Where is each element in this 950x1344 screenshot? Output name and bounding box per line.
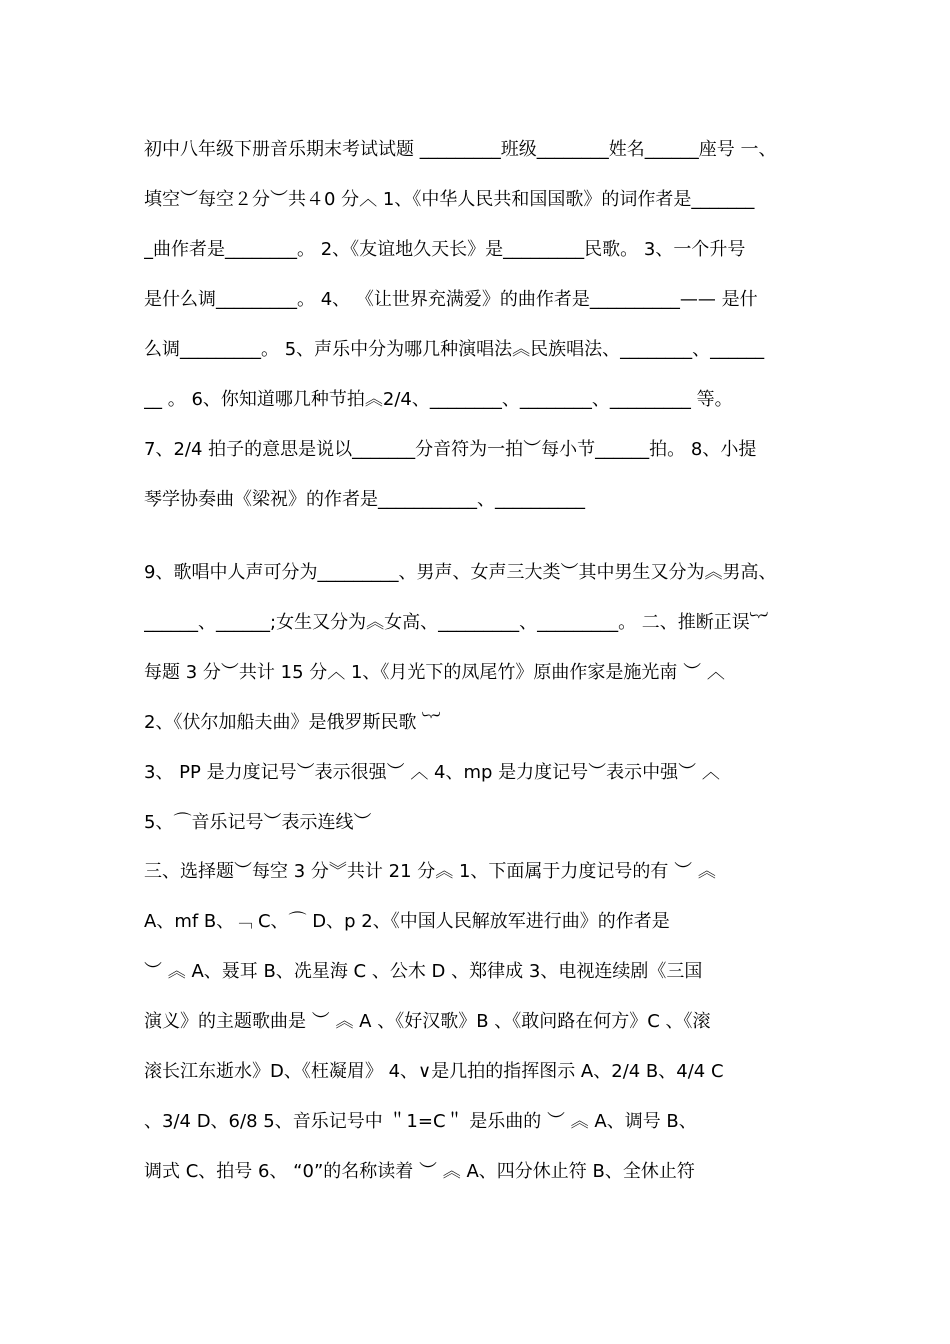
- text-line: A、mf B、﹁ C、⌒ D、p 2、《中国人民解放军进行曲》的作者是: [144, 911, 670, 932]
- text-line: 每题 3 分︶共计 15 分︿ 1、《月光下的凤尾竹》原曲作家是施光南 ︶ ︿: [144, 662, 725, 683]
- text-line: 调式 C、拍号 6、 “0”的名称读着 ︶ ︽ A、四分休止符 B、全休止符: [144, 1161, 695, 1182]
- text-line: 3、 PP 是力度记号︶表示很强︶ ︿ 4、mp 是力度记号︶表示中强︶ ︿: [144, 762, 720, 783]
- text-line: _曲作者是________。 2、《友谊地久天长》是_________民歌。 3、一个升号: [144, 239, 746, 260]
- text-line: 是什么调_________。 4、 《让世界充满爱》的曲作者是__________—— 是什: [144, 289, 758, 310]
- text-line: 么调_________。 5、声乐中分为哪几种演唱法︽民族唱法、________、______: [144, 339, 765, 360]
- text-line: 演义》的主题歌曲是 ︶ ︽ A 、《好汉歌》B 、《敢问路在何方》C 、《滚: [144, 1011, 711, 1032]
- text-line: ______、______;女生又分为︽女高、_________、_________。 二、推断正误︸: [144, 612, 768, 633]
- text-line: 2、《伏尔加船夫曲》是俄罗斯民歌 ︸: [144, 712, 441, 733]
- text-line: 、3/4 D、6/8 5、音乐记号中 ＂1=C＂ 是乐曲的 ︶ ︽ A、调号 B、: [144, 1111, 697, 1132]
- text-line: 填空︶每空２分︶共４0 分︿ 1、《中华人民共和国国歌》的词作者是_______: [144, 189, 755, 210]
- text-line: __ 。 6、你知道哪几种节拍︽2/4、________、________、_________ 等。: [144, 389, 733, 410]
- text-line: 琴学协奏曲《梁祝》的作者是___________、__________: [144, 489, 585, 510]
- text-line: 三、选择题︶每空 3 分︾共计 21 分︽ 1、下面属于力度记号的有 ︶ ︽: [144, 861, 716, 882]
- text-line: 9、歌唱中人声可分为_________、男声、女声三大类︶其中男生又分为︽男高、: [144, 562, 777, 583]
- text-line: 5、⌒音乐记号︶表示连线︶: [144, 812, 372, 833]
- text-line: 滚长江东逝水》D、《枉凝眉》 4、∨是几拍的指挥图示 A、2/4 B、4/4 C: [144, 1061, 724, 1082]
- text-line: 初中八年级下册音乐期末考试试题 _________班级________姓名______座号 一、: [144, 139, 777, 160]
- text-line: ︶ ︽ A、聂耳 B、冼星海 C 、公木 D 、郑律成 3、电视连续剧《三国: [144, 961, 703, 982]
- text-line: 7、2/4 拍子的意思是说以_______分音符为一拍︶每小节______拍。 8、小提: [144, 439, 757, 460]
